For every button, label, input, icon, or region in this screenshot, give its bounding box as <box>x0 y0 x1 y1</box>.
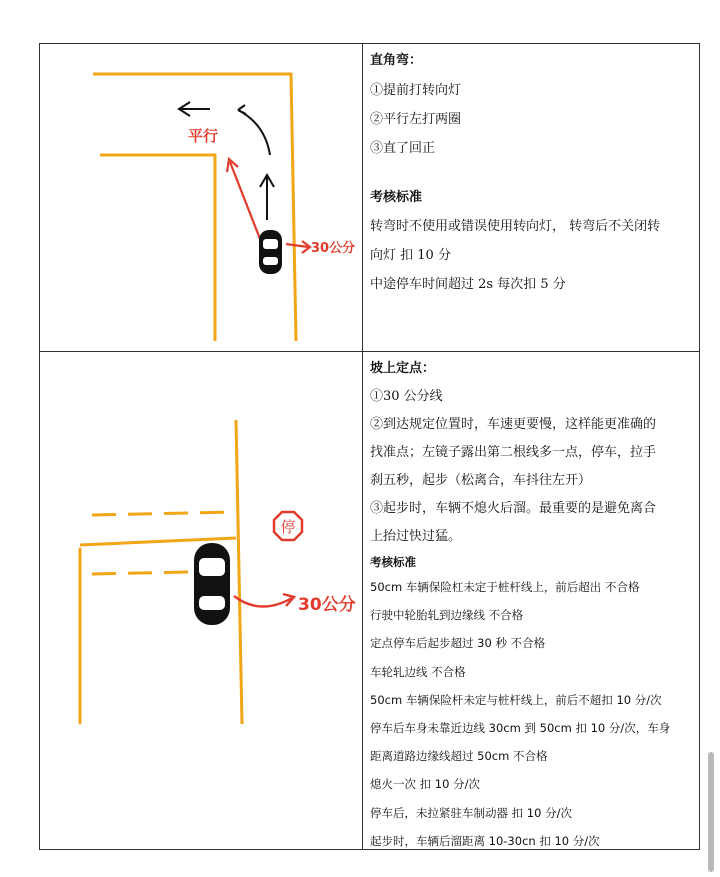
edge-line <box>236 420 242 724</box>
criteria-line: 行驶中轮胎轧到边缘线 不合格 <box>370 608 524 623</box>
car-icon-1 <box>259 230 282 274</box>
criteria-title: 考核标准 <box>370 190 423 205</box>
section-title: 坡上定点： <box>370 361 436 376</box>
scrollbar-thumb[interactable] <box>708 752 714 872</box>
hill-stop-diagram <box>40 352 362 850</box>
criteria-list <box>370 551 698 855</box>
red-guide-line <box>230 162 262 244</box>
criteria-line: 50cm 车辆保险杠未定于桩杆线上，前后超出 不合格 <box>370 580 640 594</box>
criteria-title: 考核标准 <box>370 555 416 569</box>
criteria-line: 距离道路边缘线超过 50cm 不合格 <box>370 749 548 764</box>
distance-arrow <box>234 596 292 607</box>
outer-road-line <box>93 74 296 341</box>
column-divider <box>362 44 363 849</box>
criteria-line: 停车后，未拉紧驻车制动器 扣 10 分/次 <box>370 805 572 820</box>
criteria-line: 转弯时不使用或错误使用转向灯， 转弯后不关闭转 <box>370 219 661 234</box>
criteria-line: 50cm 车辆保险杆未定与桩杆线上，前后不超扣 10 分/次 <box>370 692 662 707</box>
step-item: 上抬过快过猛。 <box>370 529 462 544</box>
step-item: ②平行左打两圈 <box>370 112 462 127</box>
red-distance-arrow <box>286 244 308 247</box>
car-icon-2 <box>194 543 230 625</box>
step-item: 找准点；左镜子露出第二根线多一点，停车，拉手 <box>370 445 657 460</box>
criteria-line: 熄火一次 扣 10 分/次 <box>370 777 480 792</box>
step-item: ③直了回正 <box>370 141 436 156</box>
step-item: ②到达规定位置时，车速更要慢，这样能更准确的 <box>370 417 657 432</box>
turn-arc-head <box>238 105 246 114</box>
criteria-line: 车轮轧边线 不合格 <box>370 664 466 679</box>
content-table <box>39 43 700 850</box>
step-item: ①30 公分线 <box>370 389 443 404</box>
right-angle-turn-diagram <box>40 44 362 351</box>
distance-label-2: 30公分 <box>298 595 356 615</box>
section-title: 直角弯： <box>370 53 423 68</box>
parallel-label: 平行 <box>188 127 219 145</box>
step-item: ③起步时，车辆不熄火后溜。最重要的是避免离合 <box>370 501 657 516</box>
step-item: 刹五秒，起步（松离合，车抖往左开） <box>370 473 592 488</box>
distance-label-1: 30公分 <box>311 241 356 256</box>
criteria-line: 定点停车后起步超过 30 秒 不合格 <box>370 636 546 651</box>
criteria-line: 停车后车身未靠近边线 30cm 到 50cm 扣 10 分/次，车身 <box>370 720 671 735</box>
dashed-line-1 <box>92 512 236 515</box>
criteria-line: 向灯 扣 10 分 <box>370 248 451 263</box>
right-angle-turn-text <box>370 46 698 299</box>
inner-road-line <box>100 155 215 341</box>
right-angle-turn-sketch <box>40 44 362 351</box>
stop-sign-text: 停 <box>280 518 296 536</box>
step-item: ①提前打转向灯 <box>370 83 462 98</box>
criteria-line: 中途停车时间超过 2s 每次扣 5 分 <box>370 277 566 292</box>
hill-stop-text <box>370 355 698 855</box>
criteria-line: 起步时，车辆后溜距离 10-30cn 扣 10 分/次 <box>370 833 600 848</box>
turn-arc <box>238 110 270 155</box>
hill-stop-sketch <box>40 352 362 850</box>
stop-sign-icon <box>274 512 302 540</box>
